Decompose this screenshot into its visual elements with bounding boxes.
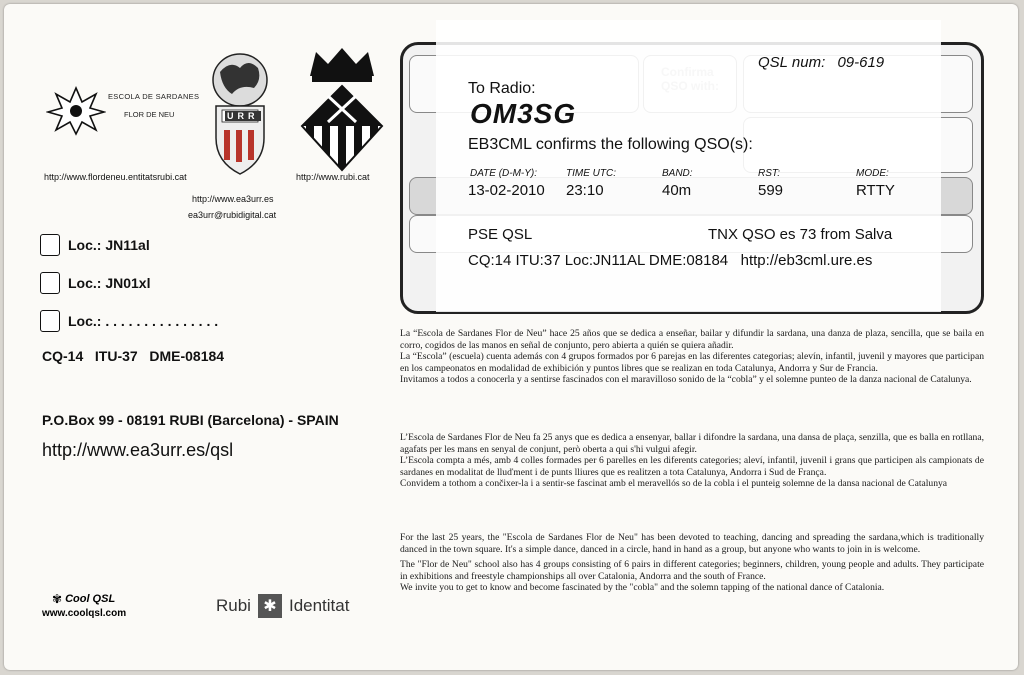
star-icon: ✱ (258, 594, 282, 618)
ca-paragraph-1: L’Escola de Sardanes Flor de Neu fa 25 anys que es dedica a ensenyar, ballar i difondre la sardana, una dansa de plaça, senzilla, que es balla en rotllana, agafats per les mans en senyal de conjunt, però oberta a qui s'hi vulgui afegir. (400, 432, 984, 455)
mode-value: RTTY (856, 182, 895, 199)
time-header: TIME UTC: (566, 168, 616, 179)
rubi-coat-of-arms-icon (296, 46, 388, 174)
date-value: 13-02-2010 (468, 182, 545, 199)
qsl-url[interactable]: http://www.ea3urr.es/qsl (42, 440, 234, 460)
coolqsl-url[interactable]: www.coolqsl.com (42, 608, 127, 619)
qsl-label-overlay (436, 20, 941, 312)
band-value: 40m (662, 182, 692, 199)
badge-label: URR (227, 111, 259, 121)
en-paragraph-3: We invite you to get to know and become fascinated by the "cobla" and the solemn tapping of the national dance of Catalonia. (400, 582, 885, 594)
catalan-text (400, 432, 984, 490)
rst-value: 599 (758, 182, 784, 199)
zones-line: CQ-14 ITU-37 DME-08184 (42, 348, 225, 364)
ca-paragraph-3: Convidem a tothom a cončixer-la i a sentir-se fascinat amb el meravellós so de la cobla i el punteig solemne de la dansa nacional de Catalunya (400, 478, 948, 490)
loc3-label: Loc.: . . . . . . . . . . . . . . . (68, 313, 219, 329)
to-callsign: OM3SG (470, 98, 577, 129)
club-name-line2: FLOR DE NEU (124, 110, 175, 119)
time-value: 23:10 (566, 182, 604, 199)
rst-header: RST: (758, 168, 781, 179)
loc2-checkbox[interactable] (40, 272, 60, 294)
club-name-line1: ESCOLA DE SARDANES (108, 92, 200, 101)
es-paragraph-1: La “Escola de Sardanes Flor de Neu” hace 25 años que se dedica a enseñar, bailar y difundir la sardana, una danza de plaza, sencilla, que se baila en corro, cogidos de las manos en señal de conjunto, pero abierta a quién se quiera añadir. (400, 328, 984, 351)
english-text (400, 532, 984, 594)
rubi-identitat-right: Identitat (288, 596, 350, 615)
spanish-text (400, 328, 984, 386)
loc1-checkbox[interactable] (40, 234, 60, 256)
mode-header: MODE: (856, 168, 889, 179)
en-paragraph-1: For the last 25 years, the "Escola de Sardanes Flor de Neu" has been devoted to teaching, dancing and spreading the sardana,which is traditionally danced in the town square. It's a simple dance, danced in a circle, hand in hand as a group, but anyone who wants to join in is welcome. (400, 532, 984, 555)
es-paragraph-3: Invitamos a todos a conocerla y a sentirse fascinados con el maravilloso sonido de la “cobla” y el solemne punteo de la danza nacional de Catalunya. (400, 374, 972, 386)
es-paragraph-2: La “Escola” (escuela) cuenta además con 4 grupos formados por 6 parejas en las diferentes categorias; alevín, infantil, juvenil y mayores que participan en los campeonatos en modalidad de exhibición y puntos libres que se realizan en toda Catalunya, Andorra y Sur de Francia. (400, 351, 984, 374)
band-header: BAND: (662, 168, 693, 179)
postal-address: P.O.Box 99 - 08191 RUBI (Barcelona) - SPAIN (42, 412, 339, 428)
loc-row-2 (40, 272, 150, 294)
date-header: DATE (D-M-Y): (470, 168, 538, 179)
qsl-card (4, 4, 1018, 670)
qsl-num-label: QSL num: (758, 54, 826, 71)
loc3-checkbox[interactable] (40, 310, 60, 332)
pse-qsl: PSE QSL (468, 226, 533, 243)
qsl-number (758, 54, 884, 71)
rubi-identitat-logo (216, 594, 349, 618)
to-radio-label: To Radio: (468, 80, 536, 97)
loc1-label: Loc.: JN11al (68, 237, 150, 253)
tnx-text: TNX QSO es 73 from Salva (708, 226, 893, 243)
en-paragraph-2: The "Flor de Neu" school also has 4 groups consisting of 6 pairs in different categories; beginners, children, young people and adults. They participate in exhibitions and freestyle championships all over Catalonia, Andorra and the south of France. (400, 559, 984, 582)
loc-row-1 (40, 234, 150, 256)
rubi-identitat-left: Rubi (216, 596, 251, 615)
edelweiss-logo-icon (46, 84, 106, 136)
rubi-url[interactable]: http://www.rubi.cat (296, 172, 370, 182)
ea3urr-email[interactable]: ea3urr@rubidigital.cat (188, 210, 277, 220)
qsl-footer-line: CQ:14 ITU:37 Loc:JN11AL DME:08184 http://eb3cml.ure.es (468, 252, 873, 269)
ca-paragraph-2: L’Escola compta a més, amb 4 colles formades per 6 parelles en les diferents categories; aleví, infantil, juvenil i grans que participen als campionats de sardanes en modalitat de lluďment i de punts lliures que es realitzen a tota Catalunya, Andorra i Sud de França. (400, 455, 984, 478)
ea3urr-url[interactable]: http://www.ea3urr.es (192, 194, 274, 204)
coolqsl-brand (52, 592, 115, 606)
loc-row-3 (40, 310, 218, 332)
flordeneu-url[interactable]: http://www.flordeneu.entitatsrubi.cat (44, 172, 187, 182)
coolqsl-flower-icon: ✾ (52, 592, 63, 606)
qsl-num-value: 09-619 (837, 54, 885, 71)
loc2-label: Loc.: JN01xl (68, 275, 151, 291)
coolqsl-label: Cool QSL (65, 593, 116, 605)
confirm-text: EB3CML confirms the following QSO(s): (468, 136, 753, 153)
